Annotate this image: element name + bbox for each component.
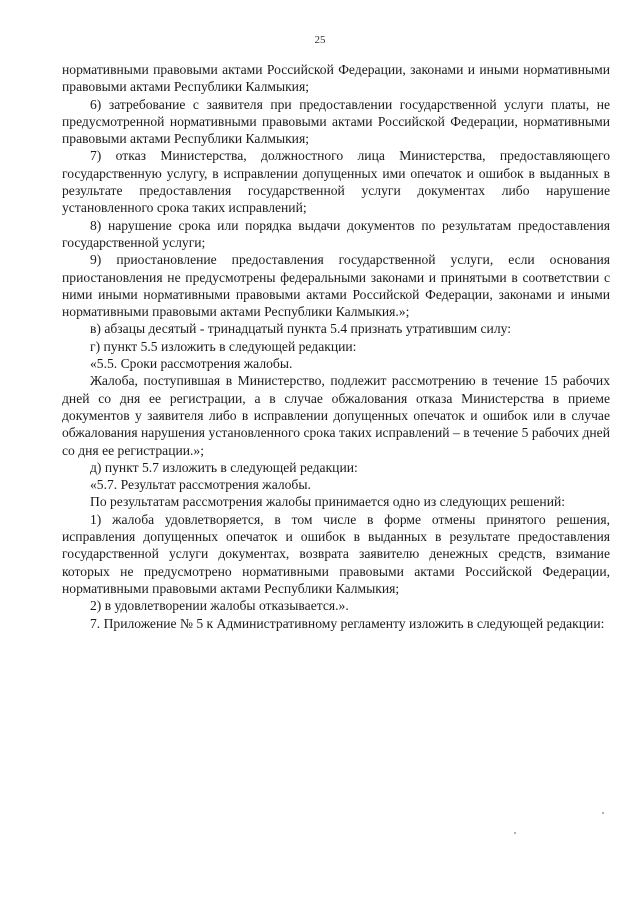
paragraph-amendment-d: д) пункт 5.7 изложить в следующей редакции: xyxy=(90,459,358,475)
paragraph-continuation: нормативными правовыми актами Российской Федерации, законами и иными нормативными правовыми актами Республики Калмыкия; xyxy=(62,62,610,95)
paragraph-decision-2: 2) в удовлетворении жалобы отказывается.». xyxy=(90,598,349,614)
paragraph-item-7-appendix: 7. Приложение № 5 к Административному регламенту изложить в следующей редакции: xyxy=(90,615,605,631)
paragraph-section-5-7-intro: По результатам рассмотрения жалобы принимается одно из следующих решений: xyxy=(90,494,566,510)
scan-speck xyxy=(602,812,604,814)
paragraph-section-5-7-title: «5.7. Результат рассмотрения жалобы. xyxy=(90,477,311,493)
document-body xyxy=(62,61,610,632)
paragraph-item-9: 9) приостановление предоставления государственной услуги, если основания приостановления не предусмотрены федеральными законами и принятыми в соответствии с ними иными нормативными правовыми актами Российской Федерации, законами и иными нормативными правовыми актами Республики Калмыкия.»; xyxy=(62,252,610,320)
page-number: 25 xyxy=(314,34,326,46)
scan-speck xyxy=(514,832,516,834)
paragraph-section-5-5-body: Жалоба, поступившая в Министерство, подлежит рассмотрению в течение 15 рабочих дней со дня ее регистрации, а в случае обжалования отказа Министерства в приеме документов у заявителя либо в исправлении допущенных опечаток и ошибок или в случае обжалования нарушения установленного срока таких исправлений – в течение 5 рабочих дней со дня ее регистрации.»; xyxy=(62,373,610,458)
paragraph-item-8: 8) нарушение срока или порядка выдачи документов по результатам предоставления государственной услуги; xyxy=(62,217,610,250)
paragraph-amendment-g: г) пункт 5.5 изложить в следующей редакции: xyxy=(90,338,357,354)
paragraph-item-7: 7) отказ Министерства, должностного лица Министерства, предоставляющего государственную услугу, в исправлении допущенных ими опечаток и ошибок в выданных в результате предоставления государственной услуги документах либо нарушение установленного срока таких исправлений; xyxy=(62,148,610,216)
paragraph-item-6: 6) затребование с заявителя при предоставлении государственной услуги платы, не предусмотренной нормативными правовыми актами Российской Федерации, нормативными правовыми актами Республики Калмыкия; xyxy=(62,96,610,147)
paragraph-section-5-5-title: «5.5. Сроки рассмотрения жалобы. xyxy=(90,356,293,372)
paragraph-amendment-v: в) абзацы десятый - тринадцатый пункта 5.4 признать утратившим силу: xyxy=(90,321,512,337)
paragraph-decision-1: 1) жалоба удовлетворяется, в том числе в форме отмены принятого решения, исправления допущенных опечаток и ошибок в выданных в результате предоставления государственной услуги документах, возврата заявителю денежных средств, взимание которых не предусмотрено нормативными правовыми актами Российской Федерации, нормативными правовыми актами Республики Калмыкия; xyxy=(62,511,610,596)
